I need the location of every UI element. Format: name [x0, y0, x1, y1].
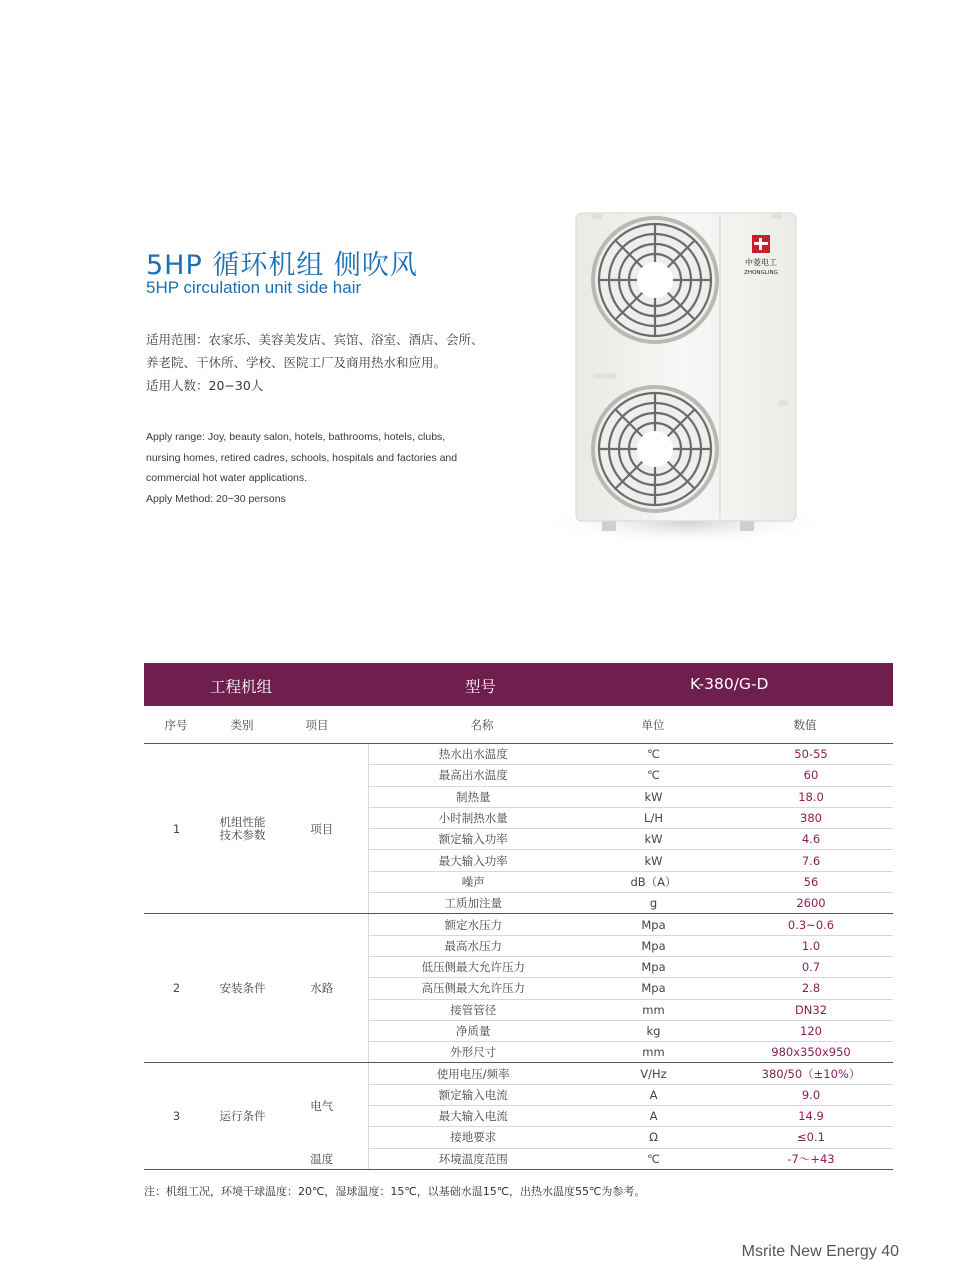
footnote: 注：机组工况，环境干球温度：20℃，湿球温度：15℃，以基础水温15℃，出热水温度55℃为参考。	[144, 1185, 646, 1198]
param-unit: dB（A）	[578, 871, 729, 892]
param-name: 最高出水温度	[368, 765, 578, 786]
row-number: 2	[144, 914, 209, 1063]
svg-text:ZHONGLING: ZHONGLING	[744, 270, 778, 276]
product-title-en: 5HP circulation unit side hair	[146, 278, 362, 297]
param-name: 外形尺寸	[368, 1042, 578, 1063]
category-cell: 运行条件	[209, 1063, 276, 1169]
spec-grid	[144, 744, 893, 1170]
param-name: 最高水压力	[368, 935, 578, 956]
col-item: 项目	[305, 718, 329, 732]
param-unit: A	[578, 1106, 729, 1127]
description-en-line: Apply Method: 20−30 persons	[146, 492, 286, 505]
item-cell: 温度	[276, 1148, 368, 1169]
param-unit: mm	[578, 999, 729, 1020]
description-en-line: commercial hot water applications.	[146, 472, 308, 484]
param-unit: Mpa	[578, 914, 729, 935]
param-unit: A	[578, 1084, 729, 1105]
table-row	[144, 744, 893, 765]
col-category: 类别	[230, 718, 254, 732]
param-value: 50-55	[729, 744, 893, 765]
param-name: 高压侧最大允许压力	[368, 978, 578, 999]
heat-pump-unit-image	[540, 205, 830, 550]
description-cn-line: 适用范围：农家乐、美容美发店、宾馆、浴室、酒店、会所、	[146, 332, 484, 347]
param-name: 热水出水温度	[368, 744, 578, 765]
param-unit: kg	[578, 1020, 729, 1041]
param-name: 额定水压力	[368, 914, 578, 935]
page-footer: Msrite New Energy 40	[741, 1243, 899, 1260]
param-value: 380	[729, 807, 893, 828]
description-cn	[146, 328, 506, 397]
item-cell: 项目	[276, 744, 368, 914]
param-unit: mm	[578, 1042, 729, 1063]
param-name: 制热量	[368, 786, 578, 807]
spec-model-value: K-380/G-D	[690, 675, 769, 693]
param-unit: Mpa	[578, 956, 729, 977]
param-value: ≤0.1	[729, 1127, 893, 1148]
item-cell: 水路	[276, 914, 368, 1063]
product-title-cn: 5HP 循环机组 侧吹风	[146, 250, 418, 281]
param-name: 最大输入功率	[368, 850, 578, 871]
description-en-line: nursing homes, retired cadres, schools, hospitals and factories and	[146, 451, 458, 464]
param-value: DN32	[729, 999, 893, 1020]
param-value: 4.6	[729, 829, 893, 850]
param-value: 14.9	[729, 1106, 893, 1127]
col-value: 数值	[793, 718, 817, 732]
param-name: 小时制热水量	[368, 807, 578, 828]
item-cell: 电气	[310, 1098, 334, 1113]
description-cn-line: 养老院、干休所、学校、医院工厂及商用热水和应用。	[146, 355, 447, 370]
param-value: 120	[729, 1020, 893, 1041]
param-unit: V/Hz	[578, 1063, 729, 1084]
col-no: 序号	[164, 718, 188, 732]
param-name: 接管管径	[368, 999, 578, 1020]
param-unit: L/H	[578, 807, 729, 828]
param-name: 额定输入电流	[368, 1084, 578, 1105]
spec-table	[144, 663, 893, 1170]
param-value: 18.0	[729, 786, 893, 807]
param-unit: kW	[578, 829, 729, 850]
description-en	[146, 427, 506, 509]
param-name: 最大输入电流	[368, 1106, 578, 1127]
col-unit: 单位	[641, 718, 665, 732]
param-name: 噪声	[368, 871, 578, 892]
param-name: 净质量	[368, 1020, 578, 1041]
col-name: 名称	[470, 718, 494, 732]
spec-column-headers	[144, 706, 893, 744]
param-name: 工质加注量	[368, 893, 578, 914]
param-unit: g	[578, 893, 729, 914]
param-value: 2.8	[729, 978, 893, 999]
param-name: 接地要求	[368, 1127, 578, 1148]
description-en-line: Apply range: Joy, beauty salon, hotels, bathrooms, hotels, clubs,	[146, 431, 446, 443]
table-row	[144, 1063, 893, 1084]
category-cell: 机组性能 技术参数	[209, 744, 276, 914]
param-value: 7.6	[729, 850, 893, 871]
param-unit: Mpa	[578, 935, 729, 956]
param-unit: ℃	[578, 744, 729, 765]
param-value: 60	[729, 765, 893, 786]
param-value: 1.0	[729, 935, 893, 956]
param-unit: ℃	[578, 1148, 729, 1169]
param-unit: kW	[578, 786, 729, 807]
param-name: 额定输入功率	[368, 829, 578, 850]
param-unit: Mpa	[578, 978, 729, 999]
param-value: 56	[729, 871, 893, 892]
param-unit: kW	[578, 850, 729, 871]
description-cn-line: 适用人数：20−30人	[146, 378, 264, 393]
param-name: 低压侧最大允许压力	[368, 956, 578, 977]
param-unit: ℃	[578, 765, 729, 786]
spec-model-label: 型号	[465, 678, 497, 696]
param-value: 980x350x950	[729, 1042, 893, 1063]
param-value: 2600	[729, 893, 893, 914]
param-value: -7～+43	[729, 1148, 893, 1169]
row-number: 1	[144, 744, 209, 914]
table-row	[144, 914, 893, 935]
param-value: 0.7	[729, 956, 893, 977]
param-value: 0.3~0.6	[729, 914, 893, 935]
row-number: 3	[144, 1063, 209, 1169]
svg-text:中菱电工: 中菱电工	[745, 258, 777, 267]
param-name: 使用电压/频率	[368, 1063, 578, 1084]
param-value: 380/50（±10%）	[729, 1063, 893, 1084]
param-name: 环境温度范围	[368, 1148, 578, 1169]
param-unit: Ω	[578, 1127, 729, 1148]
spec-group-label: 工程机组	[210, 678, 273, 696]
spec-table-header	[144, 663, 893, 706]
category-cell: 安装条件	[209, 914, 276, 1063]
param-value: 9.0	[729, 1084, 893, 1105]
